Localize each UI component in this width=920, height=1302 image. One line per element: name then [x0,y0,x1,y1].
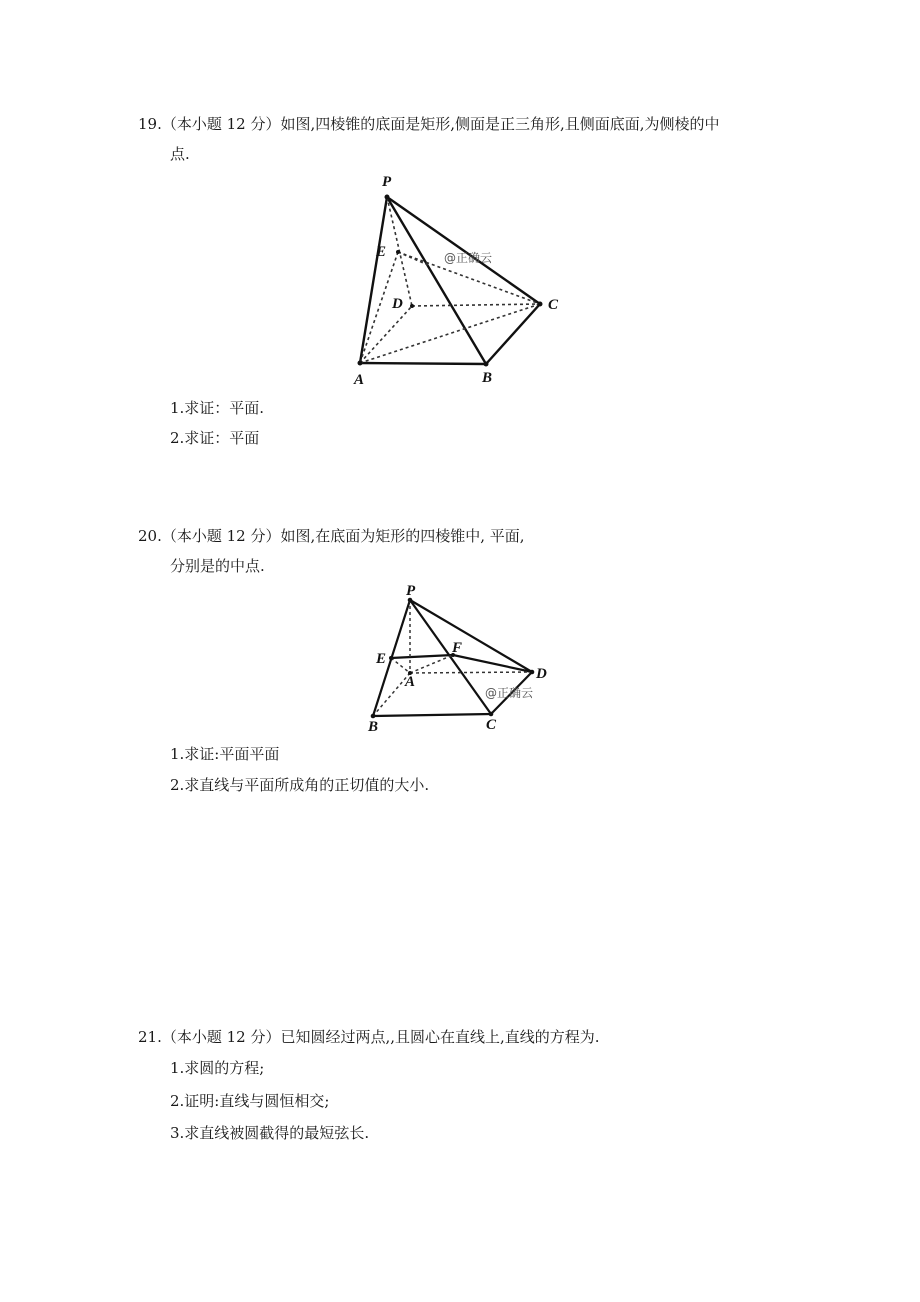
watermark: @正确云 [485,686,534,700]
q21-sub2: 2.证明:直线与圆恒相交; [170,1092,330,1110]
edge-BC [486,304,540,364]
edge-FD [453,655,532,672]
edge-EF [391,655,453,658]
q21-sub3: 3.求直线被圆截得的最短弦长. [170,1124,370,1142]
label-B: B [368,719,379,735]
label-P: P [382,174,392,190]
q19-sub1: 1.求证：平面. [170,399,265,417]
edge-AB [360,363,486,364]
q19-sub2: 2.求证：平面 [170,429,260,447]
label-D: D [392,296,403,312]
watermark: @正确云 [444,251,493,265]
label-A: A [354,372,365,388]
label-A: A [405,674,416,690]
edge-PB [387,197,486,364]
q20-sub1: 1.求证:平面平面 [170,745,280,763]
label-B: B [482,370,493,386]
label-P: P [406,583,416,599]
q19-stem-line2: 点. [170,145,190,163]
q20-stem-line2: 分别是的中点. [170,557,265,575]
label-E: E [376,651,387,667]
q20-stem-line1: 20.（本小题 12 分）如图,在底面为矩形的四棱锥中, 平面, [138,527,525,545]
label-E: E [376,244,387,260]
label-F: F [452,640,463,656]
edge-DC [412,304,540,306]
q21-stem: 21.（本小题 12 分）已知圆经过两点,,且圆心在直线上,直线的方程为. [138,1028,600,1046]
q20-sub2: 2.求直线与平面所成角的正切值的大小. [170,776,430,794]
edge-PD [410,600,532,672]
edge-EA [391,658,410,673]
edge-PA [360,197,387,363]
label-C: C [548,297,559,313]
q19-figure [340,168,580,390]
label-D: D [536,666,547,682]
q20-figure [360,580,560,736]
q19-pyramid-diagram [340,168,580,390]
q21-sub1: 1.求圆的方程; [170,1059,265,1077]
q19-stem-line1: 19.（本小题 12 分）如图,四棱锥的底面是矩形,侧面是正三角形,且侧面底面,为侧棱的中 [138,115,720,133]
edge-BC [373,714,491,716]
label-C: C [486,717,497,733]
edge-AD [410,672,532,673]
q20-pyramid-diagram [360,580,560,736]
